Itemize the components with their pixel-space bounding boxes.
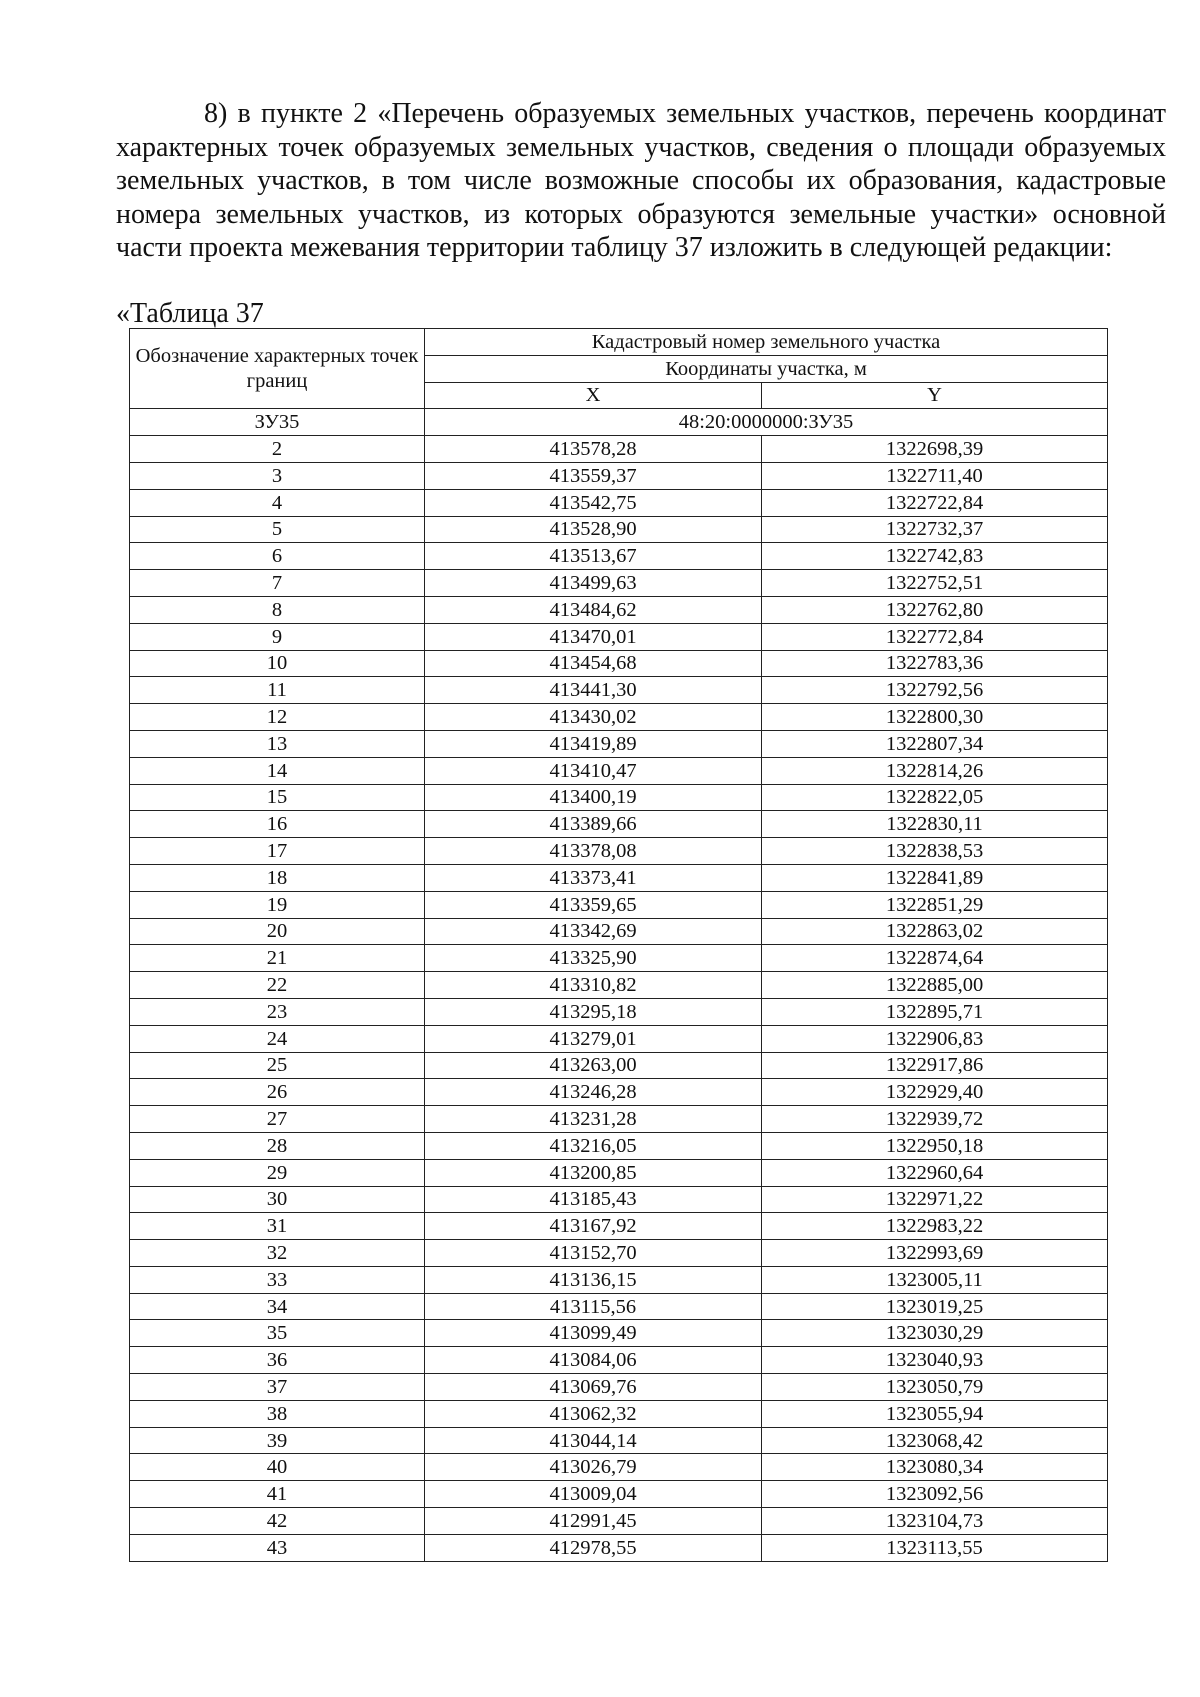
cell-y: 1322822,05	[762, 784, 1108, 811]
table-row	[130, 1508, 1108, 1535]
cell-y: 1322838,53	[762, 838, 1108, 865]
cell-x: 413513,67	[425, 543, 762, 570]
table-row	[130, 1293, 1108, 1320]
cell-x: 413454,68	[425, 650, 762, 677]
cell-point: 7	[130, 570, 425, 597]
cell-point: 16	[130, 811, 425, 838]
table-row	[130, 596, 1108, 623]
cell-x: 412978,55	[425, 1534, 762, 1561]
cell-point: 3	[130, 462, 425, 489]
cell-y: 1322863,02	[762, 918, 1108, 945]
cell-x: 413099,49	[425, 1320, 762, 1347]
cell-point: 33	[130, 1266, 425, 1293]
cell-x: 413310,82	[425, 972, 762, 999]
table-row	[130, 784, 1108, 811]
cell-x: 413136,15	[425, 1266, 762, 1293]
cell-point: 34	[130, 1293, 425, 1320]
table-row	[130, 1025, 1108, 1052]
cell-x: 413216,05	[425, 1132, 762, 1159]
table-row	[130, 838, 1108, 865]
table-row	[130, 1427, 1108, 1454]
cell-x: 413062,32	[425, 1400, 762, 1427]
cell-point: 38	[130, 1400, 425, 1427]
table-row	[130, 570, 1108, 597]
cell-y: 1322950,18	[762, 1132, 1108, 1159]
table-row	[130, 462, 1108, 489]
cell-point: 9	[130, 623, 425, 650]
cell-point: 15	[130, 784, 425, 811]
cell-x: 413419,89	[425, 730, 762, 757]
table-row	[130, 945, 1108, 972]
parcel-label: ЗУ35	[130, 409, 425, 436]
cell-y: 1322993,69	[762, 1240, 1108, 1267]
header-y: Y	[762, 382, 1108, 409]
cell-point: 26	[130, 1079, 425, 1106]
cell-y: 1322851,29	[762, 891, 1108, 918]
cell-point: 11	[130, 677, 425, 704]
cell-y: 1323104,73	[762, 1508, 1108, 1535]
header-points: Обозначение характерных точек границ	[130, 329, 425, 409]
table-row	[130, 1454, 1108, 1481]
cell-x: 413185,43	[425, 1186, 762, 1213]
cell-x: 413528,90	[425, 516, 762, 543]
cell-y: 1323092,56	[762, 1481, 1108, 1508]
cell-point: 4	[130, 489, 425, 516]
cell-y: 1323030,29	[762, 1320, 1108, 1347]
cell-y: 1322917,86	[762, 1052, 1108, 1079]
cell-x: 413069,76	[425, 1374, 762, 1401]
cell-x: 413542,75	[425, 489, 762, 516]
cell-y: 1322885,00	[762, 972, 1108, 999]
cell-y: 1322772,84	[762, 623, 1108, 650]
cell-y: 1322711,40	[762, 462, 1108, 489]
cell-point: 10	[130, 650, 425, 677]
table-row	[130, 650, 1108, 677]
cell-point: 14	[130, 757, 425, 784]
cell-x: 413084,06	[425, 1347, 762, 1374]
cell-x: 413231,28	[425, 1106, 762, 1133]
table-body	[130, 409, 1108, 1561]
table-row	[130, 1079, 1108, 1106]
cell-x: 413009,04	[425, 1481, 762, 1508]
cell-point: 31	[130, 1213, 425, 1240]
cell-y: 1323068,42	[762, 1427, 1108, 1454]
cell-point: 23	[130, 998, 425, 1025]
cell-point: 35	[130, 1320, 425, 1347]
table-row	[130, 1132, 1108, 1159]
cell-y: 1322929,40	[762, 1079, 1108, 1106]
parcel-row	[130, 409, 1108, 436]
table-row	[130, 1481, 1108, 1508]
coordinates-table	[129, 328, 1108, 1562]
cell-x: 413115,56	[425, 1293, 762, 1320]
cell-point: 25	[130, 1052, 425, 1079]
table-row	[130, 730, 1108, 757]
table-row	[130, 1159, 1108, 1186]
cell-x: 413167,92	[425, 1213, 762, 1240]
cell-y: 1322814,26	[762, 757, 1108, 784]
cell-point: 39	[130, 1427, 425, 1454]
cell-y: 1322762,80	[762, 596, 1108, 623]
cell-point: 28	[130, 1132, 425, 1159]
cell-point: 36	[130, 1347, 425, 1374]
cell-y: 1322807,34	[762, 730, 1108, 757]
cell-x: 413279,01	[425, 1025, 762, 1052]
table-row	[130, 543, 1108, 570]
cell-x: 413578,28	[425, 436, 762, 463]
cell-x: 413389,66	[425, 811, 762, 838]
cell-point: 12	[130, 704, 425, 731]
cell-x: 413359,65	[425, 891, 762, 918]
cell-point: 42	[130, 1508, 425, 1535]
table-row	[130, 623, 1108, 650]
cell-point: 29	[130, 1159, 425, 1186]
header-coords: Координаты участка, м	[425, 355, 1108, 382]
cell-point: 41	[130, 1481, 425, 1508]
cell-x: 413378,08	[425, 838, 762, 865]
table-row	[130, 1266, 1108, 1293]
cell-x: 413295,18	[425, 998, 762, 1025]
table-row	[130, 704, 1108, 731]
table-row	[130, 891, 1108, 918]
cell-point: 6	[130, 543, 425, 570]
cell-point: 18	[130, 864, 425, 891]
table-row	[130, 811, 1108, 838]
cell-y: 1323050,79	[762, 1374, 1108, 1401]
header-x: X	[425, 382, 762, 409]
cell-point: 13	[130, 730, 425, 757]
cell-y: 1322732,37	[762, 516, 1108, 543]
cell-y: 1322874,64	[762, 945, 1108, 972]
cell-x: 413484,62	[425, 596, 762, 623]
cell-y: 1322800,30	[762, 704, 1108, 731]
cell-y: 1323005,11	[762, 1266, 1108, 1293]
cell-y: 1323019,25	[762, 1293, 1108, 1320]
cell-x: 412991,45	[425, 1508, 762, 1535]
cell-y: 1322830,11	[762, 811, 1108, 838]
table-row	[130, 1240, 1108, 1267]
cell-x: 413044,14	[425, 1427, 762, 1454]
cell-y: 1323040,93	[762, 1347, 1108, 1374]
header-cadastral: Кадастровый номер земельного участка	[425, 329, 1108, 356]
cell-point: 40	[130, 1454, 425, 1481]
table-row	[130, 489, 1108, 516]
table-row	[130, 918, 1108, 945]
cell-y: 1322792,56	[762, 677, 1108, 704]
cell-point: 32	[130, 1240, 425, 1267]
cell-x: 413373,41	[425, 864, 762, 891]
cell-point: 19	[130, 891, 425, 918]
cell-point: 37	[130, 1374, 425, 1401]
table-row	[130, 1320, 1108, 1347]
table-row	[130, 972, 1108, 999]
table-row	[130, 998, 1108, 1025]
cell-x: 413325,90	[425, 945, 762, 972]
table-caption: «Таблица 37	[116, 298, 264, 329]
cell-point: 8	[130, 596, 425, 623]
table-row	[130, 1534, 1108, 1561]
table-row	[130, 864, 1108, 891]
cell-y: 1322722,84	[762, 489, 1108, 516]
cell-point: 43	[130, 1534, 425, 1561]
cell-y: 1322971,22	[762, 1186, 1108, 1213]
cell-x: 413559,37	[425, 462, 762, 489]
cell-x: 413263,00	[425, 1052, 762, 1079]
cell-x: 413470,01	[425, 623, 762, 650]
cell-y: 1323113,55	[762, 1534, 1108, 1561]
cell-point: 5	[130, 516, 425, 543]
cell-y: 1322906,83	[762, 1025, 1108, 1052]
cell-x: 413152,70	[425, 1240, 762, 1267]
cell-x: 413410,47	[425, 757, 762, 784]
cell-x: 413441,30	[425, 677, 762, 704]
cell-point: 27	[130, 1106, 425, 1133]
cell-point: 2	[130, 436, 425, 463]
table-row	[130, 677, 1108, 704]
cell-y: 1322939,72	[762, 1106, 1108, 1133]
table-row	[130, 757, 1108, 784]
cell-y: 1322895,71	[762, 998, 1108, 1025]
cell-y: 1323080,34	[762, 1454, 1108, 1481]
cell-y: 1322742,83	[762, 543, 1108, 570]
cell-x: 413246,28	[425, 1079, 762, 1106]
table-row	[130, 1374, 1108, 1401]
cell-y: 1322841,89	[762, 864, 1108, 891]
cell-x: 413400,19	[425, 784, 762, 811]
cell-x: 413430,02	[425, 704, 762, 731]
cell-point: 20	[130, 918, 425, 945]
table-header	[130, 329, 1108, 409]
cell-x: 413200,85	[425, 1159, 762, 1186]
cell-x: 413342,69	[425, 918, 762, 945]
cell-point: 24	[130, 1025, 425, 1052]
cell-y: 1322752,51	[762, 570, 1108, 597]
cell-y: 1323055,94	[762, 1400, 1108, 1427]
table-row	[130, 1213, 1108, 1240]
cell-y: 1322960,64	[762, 1159, 1108, 1186]
table-row	[130, 1400, 1108, 1427]
parcel-number: 48:20:0000000:ЗУ35	[425, 409, 1108, 436]
cell-x: 413499,63	[425, 570, 762, 597]
cell-point: 30	[130, 1186, 425, 1213]
cell-y: 1322698,39	[762, 436, 1108, 463]
cell-point: 17	[130, 838, 425, 865]
cell-y: 1322983,22	[762, 1213, 1108, 1240]
cell-y: 1322783,36	[762, 650, 1108, 677]
cell-x: 413026,79	[425, 1454, 762, 1481]
table-row	[130, 1186, 1108, 1213]
table-row	[130, 1052, 1108, 1079]
table-row	[130, 1347, 1108, 1374]
table-row	[130, 516, 1108, 543]
cell-point: 21	[130, 945, 425, 972]
table-row	[130, 436, 1108, 463]
intro-paragraph: 8) в пункте 2 «Перечень образуемых земельных участков, перечень координат характерных точек образуемых земельных участков, сведения о площади образуемых земельных участков, в том числе возможные способы их образования, кадастровые номера земельных участков, из которых образуются земельные участки» основной части проекта межевания территории таблицу 37 изложить в следующей редакции:	[116, 98, 1166, 263]
table-row	[130, 1106, 1108, 1133]
cell-point: 22	[130, 972, 425, 999]
